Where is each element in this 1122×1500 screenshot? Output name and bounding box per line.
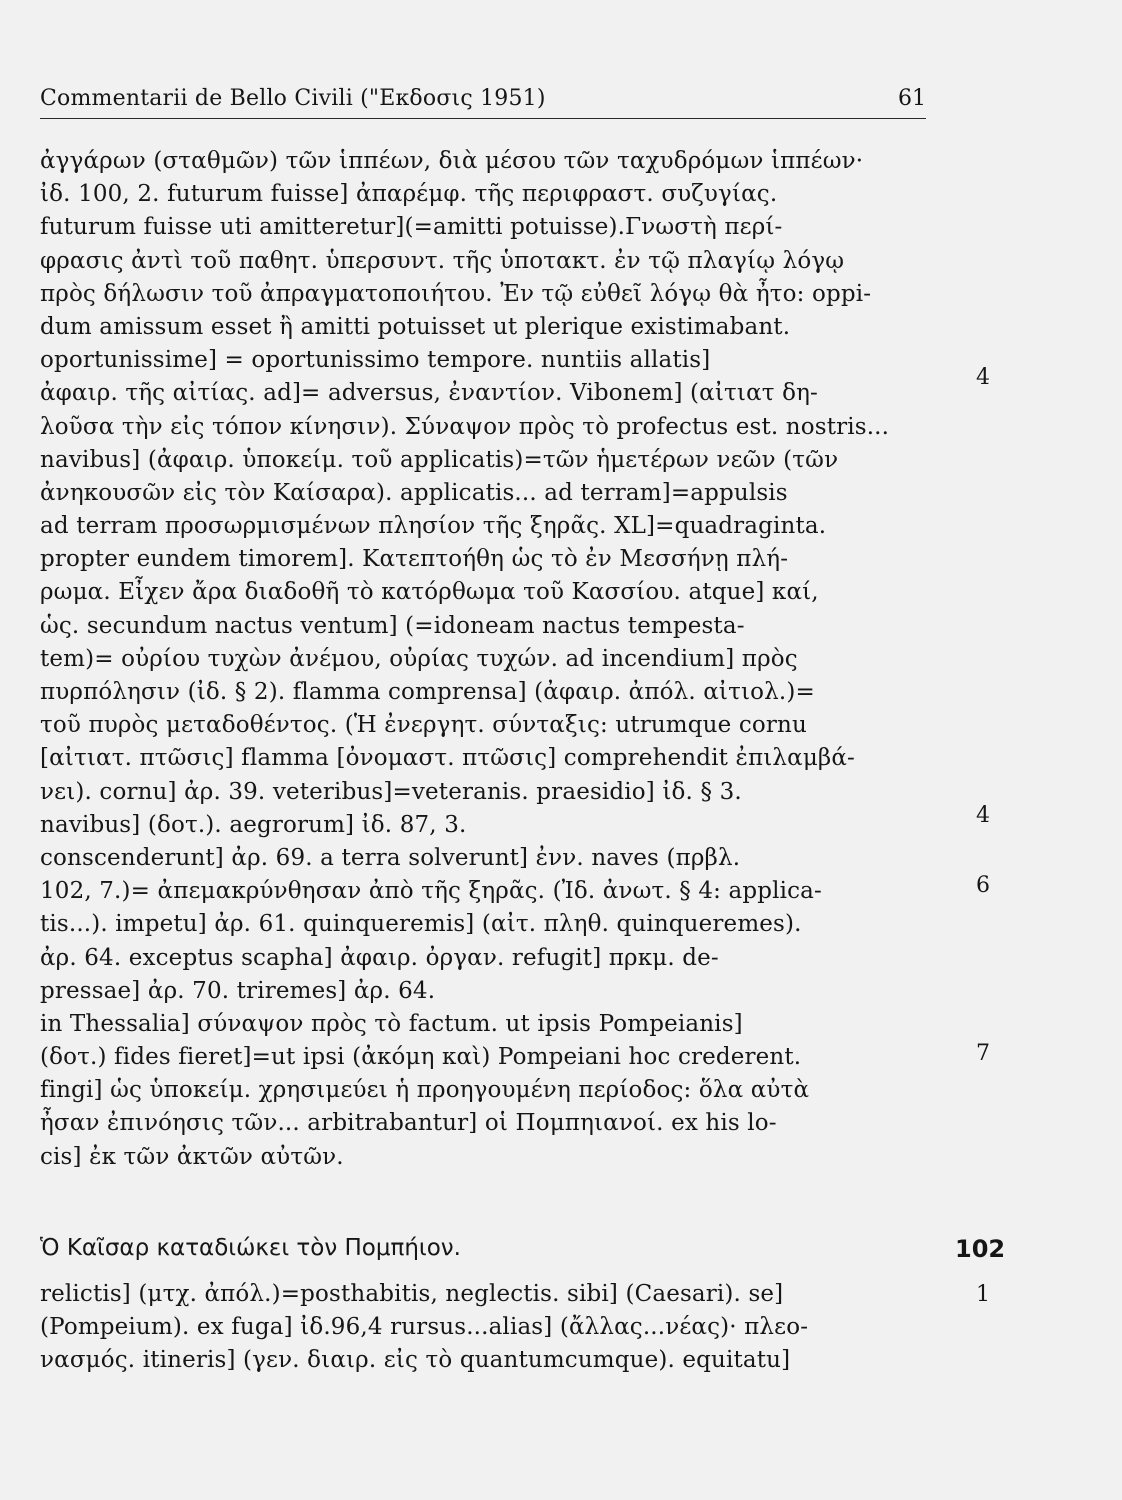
margin-number: 1 (976, 1282, 990, 1307)
commentary-line: navibus] (ἀφαιρ. ὑποκείμ. τοῦ applicatis)=τῶν ἡμετέρων νεῶν (τῶν (40, 446, 839, 473)
commentary-line: cis] ἐκ τῶν ἀκτῶν αὐτῶν. (40, 1143, 344, 1170)
commentary-line: ὡς. secundum nactus ventum] (=idoneam nactus tempesta- (40, 612, 745, 639)
section-number: 102 (955, 1235, 1006, 1263)
commentary-line: τοῦ πυρὸς μεταδοθέντος. (Ἡ ἐνεργητ. σύνταξις: utrumque cornu (40, 712, 807, 739)
commentary-line: dum amissum esset ἢ amitti potuisset ut plerique existimabant. (40, 313, 791, 340)
commentary-line: futurum fuisse uti amitteretur](=amitti potuisse).Γνωστὴ περί- (40, 214, 783, 241)
commentary-line: ρωμα. Εἶχεν ἄρα διαδοθῆ τὸ κατόρθωμα τοῦ Κασσίου. atque] καί, (40, 579, 819, 606)
commentary-line: (Pompeium). ex fuga] ἰδ.96,4 rursus...alias] (ἄλλας...νέας)· πλεο- (40, 1314, 809, 1341)
margin-number: 6 (976, 873, 990, 898)
commentary-line: relictis] (μτχ. ἀπόλ.)=posthabitis, neglectis. sibi] (Caesari). se] (40, 1281, 784, 1307)
page-number: 61 (898, 86, 926, 111)
commentary-line: ad terram προσωρμισμένων πλησίον τῆς ξηρᾶς. XL]=quadraginta. (40, 513, 827, 540)
margin-number: 4 (976, 803, 990, 828)
commentary-line: 102, 7.)= ἀπεμακρύνθησαν ἀπὸ τῆς ξηρᾶς. (Ἰδ. ἀνωτ. § 4: applica- (40, 878, 822, 905)
commentary-line: fingi] ὡς ὑποκείμ. χρησιμεύει ἡ προηγουμένη περίοδος: ὅλα αὐτὰ (40, 1077, 810, 1104)
commentary-line: in Thessalia] σύναψον πρὸς τὸ factum. ut ipsis Pompeianis] (40, 1010, 743, 1037)
commentary-line: propter eundem timorem]. Κατεπτοήθη ὡς τὸ ἐν Μεσσήνῃ πλή- (40, 546, 789, 573)
section-commentary (40, 1278, 990, 1378)
section-heading: Ὁ Καῖσαρ καταδιώκει τὸν Πομπήιον. (40, 1235, 461, 1261)
commentary-line: [αἰτιατ. πτῶσις] flamma [ὀνομαστ. πτῶσις] comprehendit ἐπιλαμβά- (40, 745, 855, 772)
commentary-line: ἦσαν ἐπινόησις τῶν... arbitrabantur] οἱ Πομπηιανοί. ex his lo- (40, 1110, 777, 1137)
commentary-line: conscenderunt] ἀρ. 69. a terra solverunt] ἐνν. naves (πρβλ. (40, 844, 741, 871)
commentary-line: ἀγγάρων (σταθμῶν) τῶν ἱππέων, διὰ μέσου τῶν ταχυδρόμων ἱππέων· (40, 148, 864, 174)
commentary-line: ἰδ. 100, 2. futurum fuisse] ἀπαρέμφ. τῆς περιφραστ. συζυγίας. (40, 181, 778, 208)
commentary-line: πυρπόλησιν (ἰδ. § 2). flamma comprensa] (ἀφαιρ. ἀπόλ. αἰτιολ.)= (40, 679, 815, 705)
margin-line-numbers (968, 145, 1008, 1405)
margin-number: 4 (976, 365, 990, 390)
commentary-line: ἀφαιρ. τῆς αἰτίας. ad]= adversus, ἐναντίον. Vibonem] (αἰτιατ δη- (40, 380, 818, 407)
commentary-line: ἀρ. 64. exceptus scapha] ἀφαιρ. ὀργαν. refugit] πρκμ. de- (40, 944, 719, 971)
commentary-line: pressae] ἀρ. 70. triremes] ἀρ. 64. (40, 977, 436, 1004)
commentary-line: νασμός. itineris] (γεν. διαιρ. εἰς τὸ quantumcumque). equitatu] (40, 1347, 791, 1374)
commentary-line: tem)= οὐρίου τυχὼν ἀνέμου, οὐρίας τυχών. ad incendium] πρὸς (40, 645, 798, 672)
commentary-line: λοῦσα τὴν εἰς τόπον κίνησιν). Σύναψον πρὸς τὸ profectus est. nostris... (40, 413, 890, 440)
commentary-body (40, 145, 932, 1174)
commentary-line: πρὸς δήλωσιν τοῦ ἀπραγματοποιήτου. Ἐν τῷ εὐθεῖ λόγῳ θὰ ἦτο: oppi- (40, 280, 872, 307)
commentary-line: φρασις ἀντὶ τοῦ παθητ. ὑπερσυντ. τῆς ὑποτακτ. ἐν τῷ πλαγίῳ λόγῳ (40, 247, 845, 274)
page-header (40, 84, 926, 119)
margin-number: 7 (976, 1041, 990, 1066)
commentary-line: νει). cornu] ἀρ. 39. veteribus]=veteranis. praesidio] ἰδ. § 3. (40, 778, 742, 805)
commentary-line: tis...). impetu] ἀρ. 61. quinqueremis] (αἰτ. πληθ. quinqueremes). (40, 911, 802, 938)
commentary-line: oportunissime] = oportunissimo tempore. nuntiis allatis] (40, 347, 711, 374)
running-title: Commentarii de Bello Civili ("Εκδοσις 1951) (40, 86, 546, 111)
commentary-line: (δοτ.) fides fieret]=ut ipsi (ἀκόμη καὶ) Pompeiani hoc crederent. (40, 1044, 802, 1071)
commentary-line: ἀνηκουσῶν εἰς τὸν Καίσαρα). applicatis... ad terram]=appulsis (40, 479, 788, 506)
commentary-line: navibus] (δοτ.). aegrorum] ἰδ. 87, 3. (40, 811, 467, 838)
